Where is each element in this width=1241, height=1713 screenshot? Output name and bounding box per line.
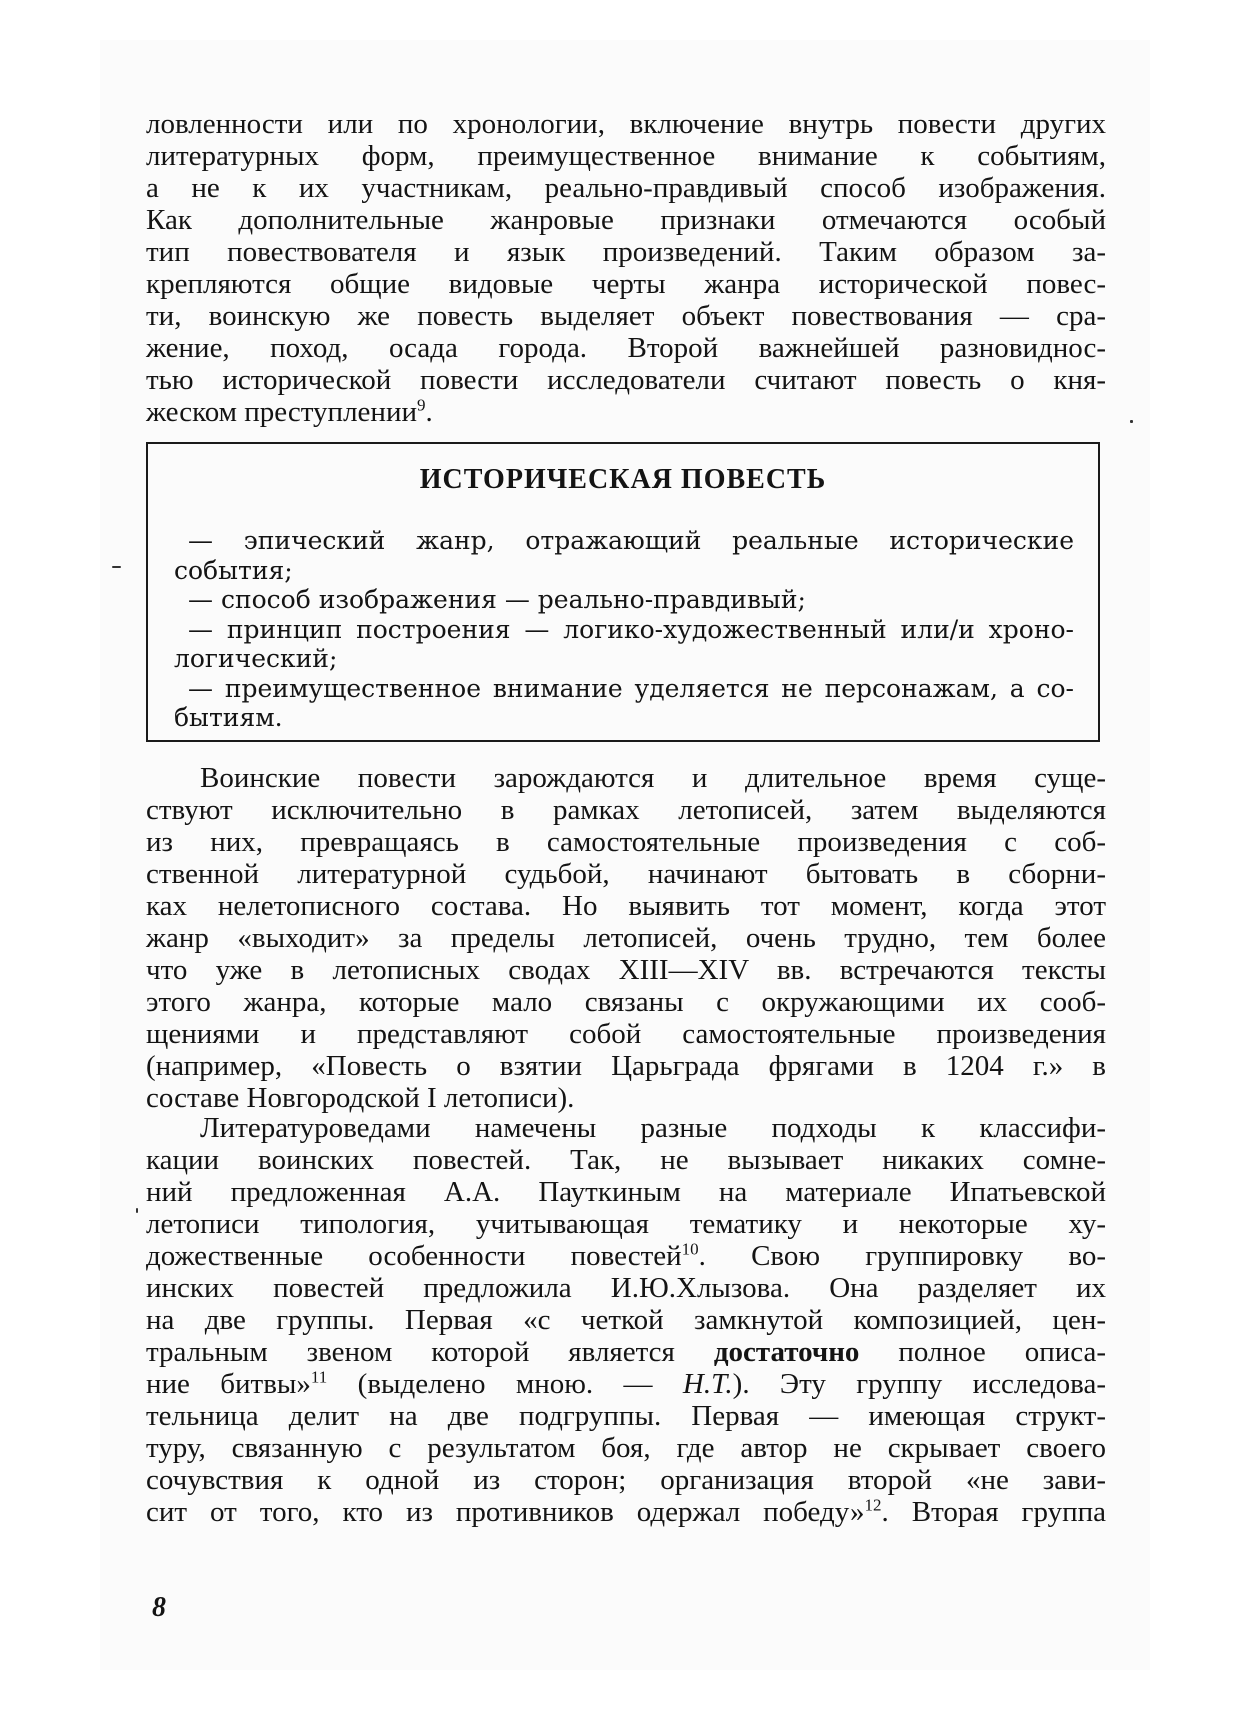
paragraph-intro <box>146 108 1106 428</box>
text-line: ственной литературной судьбой, начинают бытовать в сборни- <box>146 858 1106 890</box>
definition-line: — способ изображения — реально-правдивый; <box>188 585 806 614</box>
definition-line: логический; <box>174 644 338 673</box>
text-line: крепляются общие видовые черты жанра исторической повес- <box>146 268 1106 300</box>
definition-line: — преимущественное внимание уделяется не персонажам, а со- <box>188 673 1074 703</box>
text-line: на две группы. Первая «с четкой замкнутой композицией, цен- <box>146 1304 1106 1336</box>
footnote-ref[interactable]: 10 <box>681 1239 699 1259</box>
text-fragment: ). Эту группу исследова- <box>732 1368 1106 1400</box>
text-line: составе Новгородской I летописи). <box>146 1082 575 1114</box>
text-fragment: ние битвы» <box>146 1368 311 1400</box>
footnote-ref[interactable]: 12 <box>864 1495 882 1515</box>
text-line: Как дополнительные жанровые признаки отмечаются особый <box>146 204 1106 236</box>
text-line <box>146 1240 1106 1272</box>
text-line: ти, воинскую же повесть выделяет объект повествования — сра- <box>146 300 1106 332</box>
text-line: кации воинских повестей. Так, не вызывает никаких сомне- <box>146 1144 1106 1176</box>
text-line: щениями и представляют собой самостоятельные произведения <box>146 1018 1106 1050</box>
text-line <box>146 1336 1106 1368</box>
text-line: Литературоведами намечены разные подходы к классифи- <box>200 1112 1106 1144</box>
footnote-ref[interactable]: 11 <box>310 1367 328 1387</box>
author-initials: Н.Т. <box>682 1368 733 1400</box>
text-line: ках нелетописного состава. Но выявить тот момент, когда этот <box>146 890 1106 922</box>
text-line: инских повестей предложила И.Ю.Хлызова. Она разделяет их <box>146 1272 1106 1304</box>
text-fragment: жеском преступлении <box>146 396 417 428</box>
definition-line: бытиям. <box>174 703 283 732</box>
scan-speck <box>136 1208 138 1213</box>
text-line: туру, связанную с результатом боя, где автор не скрывает своего <box>146 1432 1106 1464</box>
text-line <box>146 1496 1106 1528</box>
text-line: (например, «Повесть о взятии Царьграда фрягами в 1204 г.» в <box>146 1050 1106 1082</box>
definition-line: события; <box>174 555 293 585</box>
text-line <box>146 1368 1106 1400</box>
text-fragment: дожественные особенности повестей <box>146 1240 682 1272</box>
box-title: ИСТОРИЧЕСКАЯ ПОВЕСТЬ <box>419 464 827 495</box>
scan-speck <box>1130 420 1133 423</box>
text-line: ловленности или по хронологии, включение внутрь повести других <box>146 108 1106 140</box>
text-line: из них, превращаясь в самостоятельные произведения с соб- <box>146 826 1106 858</box>
text-line: тип повествователя и язык произведений. Таким образом за- <box>146 236 1106 268</box>
paragraph-classification <box>146 1112 1106 1528</box>
text-line: тью исторической повести исследователи считают повесть о кня- <box>146 364 1106 396</box>
text-line: Воинские повести зарождаются и длительное время суще- <box>200 762 1106 794</box>
text-fragment: . <box>425 396 433 428</box>
text-fragment: (выделено мною. — <box>327 1368 683 1400</box>
text-fragment: . Свою группировку во- <box>698 1240 1106 1272</box>
text-line: литературных форм, преимущественное внимание к событиям, <box>146 140 1106 172</box>
text-fragment: полное описа- <box>859 1336 1106 1368</box>
text-line: летописи типология, учитывающая тематику и некоторые ху- <box>146 1208 1106 1240</box>
text-fragment: тральным звеном которой является <box>146 1336 714 1368</box>
page-number: 8 <box>152 1592 166 1623</box>
text-line: что уже в летописных сводах XIII—XIV вв. встречаются тексты <box>146 954 1106 986</box>
text-line: ствуют исключительно в рамках летописей, затем выделяются <box>146 794 1106 826</box>
definition-list <box>174 526 1074 733</box>
definition-box <box>146 442 1100 742</box>
text-line: жанр «выходит» за пределы летописей, очень трудно, тем более <box>146 922 1106 954</box>
text-line <box>146 396 1106 428</box>
paragraph-military-tales <box>146 762 1106 1114</box>
definition-line: — принцип построения — логико-художественный или/и хроно- <box>188 614 1074 644</box>
text-line: жение, поход, осада города. Второй важнейшей разновиднос- <box>146 332 1106 364</box>
text-line: а не к их участникам, реально-правдивый способ изображения. <box>146 172 1106 204</box>
definition-line: — эпический жанр, отражающий реальные исторические <box>188 526 1074 555</box>
scan-speck <box>112 566 121 568</box>
text-line: тельница делит на две подгруппы. Первая — имеющая структ- <box>146 1400 1106 1432</box>
text-line: ний предложенная А.А. Пауткиным на материале Ипатьевской <box>146 1176 1106 1208</box>
text-fragment: . Вторая группа <box>881 1496 1106 1528</box>
footnote-ref[interactable]: 9 <box>416 395 426 415</box>
text-line: сочувствия к одной из сторон; организация второй «не зави- <box>146 1464 1106 1496</box>
emphasis-bold: достаточно <box>713 1336 860 1368</box>
text-fragment: сит от того, кто из противников одержал победу» <box>146 1496 865 1528</box>
text-line: этого жанра, которые мало связаны с окружающими их сооб- <box>146 986 1106 1018</box>
